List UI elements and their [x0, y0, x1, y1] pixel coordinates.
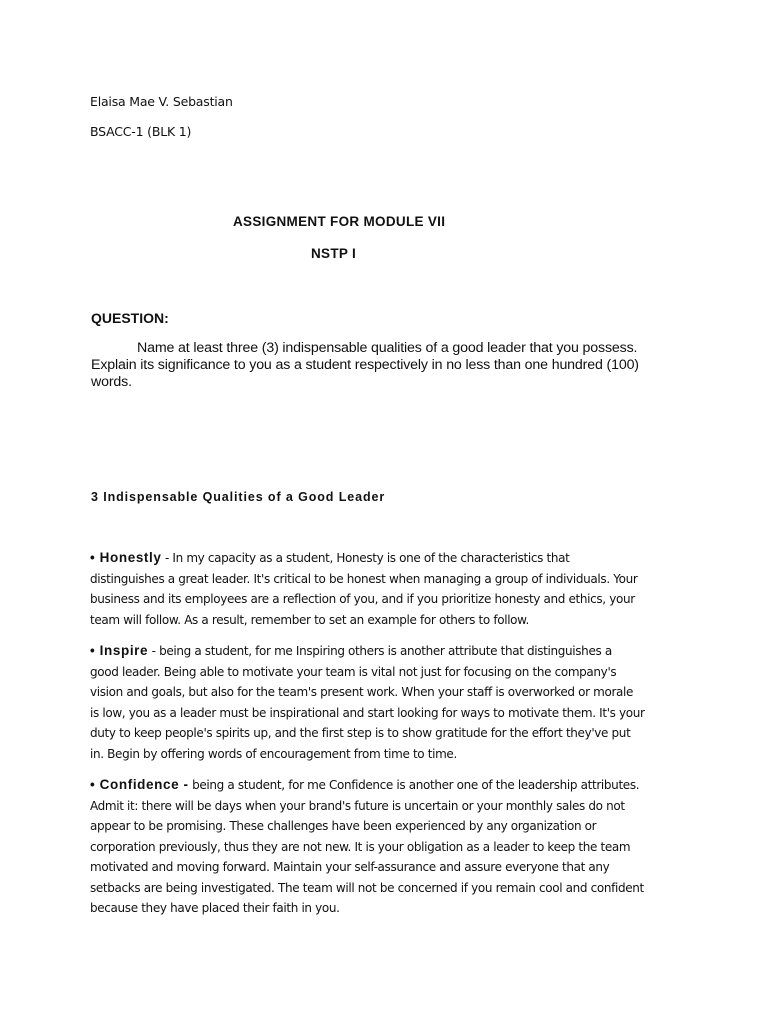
- student-section: BSACC-1 (BLK 1): [90, 124, 192, 139]
- quality-honesty: [90, 548, 690, 630]
- course-title: NSTP I: [311, 246, 357, 261]
- quality-line: setbacks are being investigated. The team will not be concerned if you remain cool and confident: [90, 880, 644, 895]
- quality-confidence: [90, 775, 690, 919]
- question-line: Name at least three (3) indispensable qualities of a good leader that you possess.: [137, 340, 638, 356]
- author-name: Elaisa Mae V. Sebastian: [90, 94, 233, 109]
- question-line: words.: [91, 374, 132, 390]
- assignment-title: ASSIGNMENT FOR MODULE VII: [233, 214, 446, 229]
- quality-line: vision and goals, but also for the team's present work. When your staff is overworked or morale: [90, 685, 634, 699]
- qualities-heading: 3 Indispensable Qualities of a Good Leader: [91, 490, 386, 504]
- question-text: [91, 340, 691, 391]
- quality-line: in. Begin by offering words of encouragement from time to time.: [90, 746, 457, 761]
- quality-term: • Inspire: [90, 643, 149, 658]
- question-line: Explain its significance to you as a student respectively in no less than one hundred (100): [91, 357, 639, 373]
- quality-line: • Inspire - being a student, for me Inspiring others is another attribute that distinguishes a: [90, 643, 612, 658]
- quality-line: good leader. Being able to motivate your team is vital not just for focusing on the company's: [90, 664, 617, 679]
- quality-line: team will follow. As a result, remember to set an example for others to follow.: [90, 612, 529, 627]
- quality-line: distinguishes a great leader. It's critical to be honest when managing a group of individuals. Your: [90, 571, 638, 586]
- quality-line: • Confidence - being a student, for me Confidence is another one of the leadership attributes.: [90, 777, 640, 792]
- quality-line: is low, you as a leader must be inspirational and start looking for ways to motivate them. It's your: [90, 705, 645, 720]
- quality-line: duty to keep people's spirits up, and the first step is to show gratitude for the effort they've put: [90, 726, 631, 740]
- quality-line: motivated and moving forward. Maintain your self-assurance and assure everyone that any: [90, 860, 610, 874]
- quality-line: appear to be promising. These challenges have been experienced by any organization or: [90, 819, 597, 833]
- quality-line: corporation previously, thus they are not new. It is your obligation as a leader to keep the team: [90, 839, 631, 854]
- quality-line: business and its employees are a reflection of you, and if you prioritize honesty and ethics, your: [90, 592, 635, 606]
- quality-line: because they have placed their faith in you.: [90, 901, 340, 915]
- quality-line: • Honestly - In my capacity as a student, Honesty is one of the characteristics that: [90, 550, 570, 565]
- quality-term: • Confidence -: [90, 777, 189, 792]
- quality-inspire: [90, 641, 690, 764]
- question-label: QUESTION:: [91, 310, 169, 326]
- quality-term: • Honestly: [90, 550, 162, 565]
- quality-line: Admit it: there will be days when your brand's future is uncertain or your monthly sales do not: [90, 798, 625, 813]
